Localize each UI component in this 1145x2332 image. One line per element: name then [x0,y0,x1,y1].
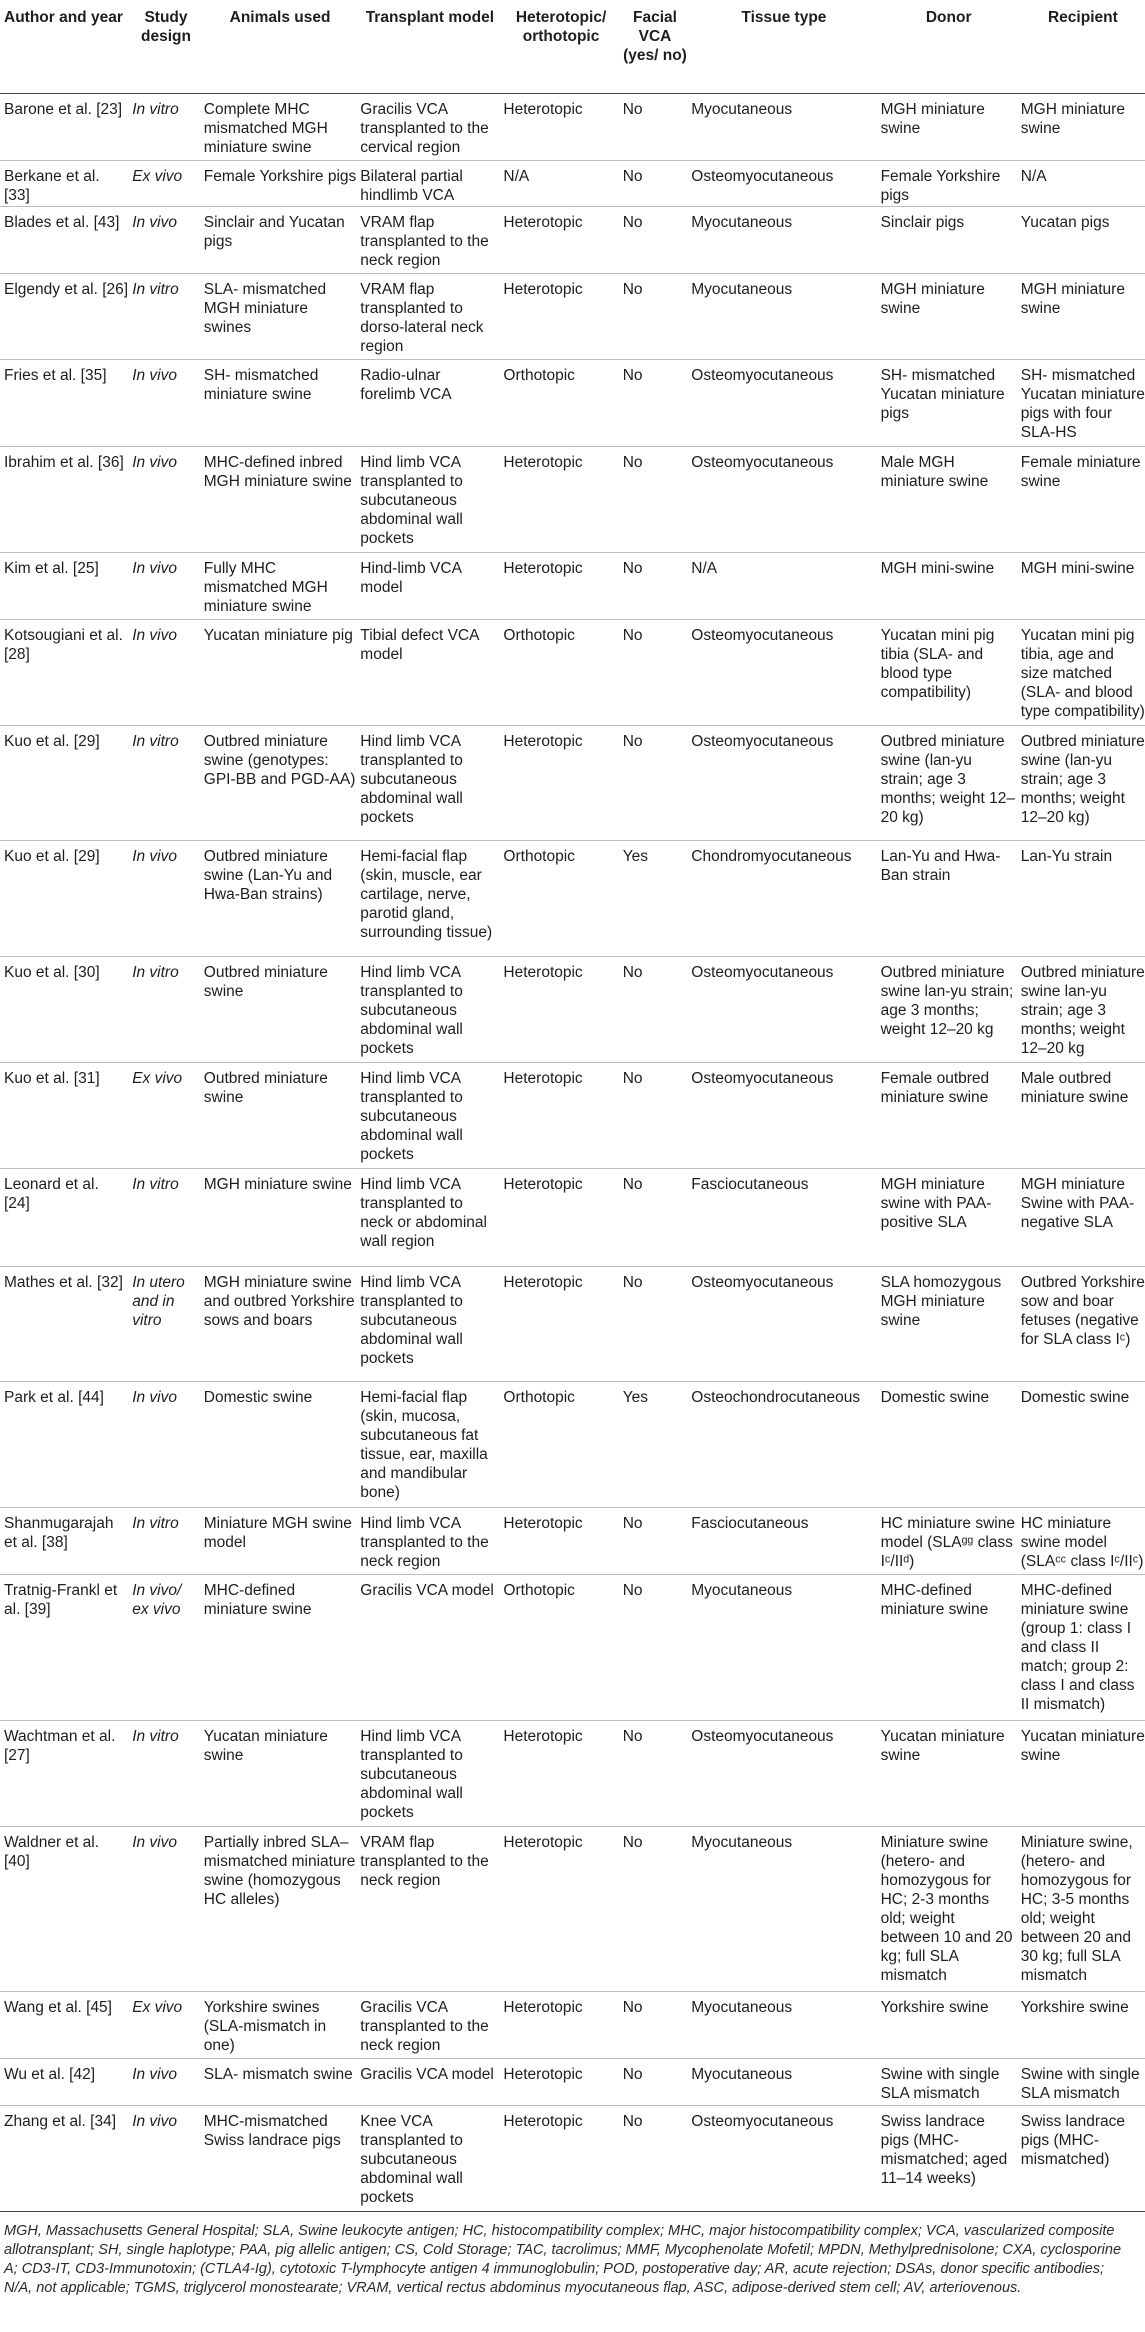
cell-topic: Heterotopic [503,963,583,981]
cell-recipient: Yucatan miniature swine [1020,1727,1145,1764]
col-header-design: Study design [128,0,200,94]
cell-facial: No [622,101,643,118]
table-row [0,1826,1145,1991]
table-row [0,207,1145,274]
col-header-tissue: Tissue type [687,0,876,94]
table-row [0,1992,1145,2059]
cell-recipient: Swiss landrace pigs (MHC-mismatched) [1020,2112,1125,2168]
cell-donor: Male MGH miniature swine [880,453,989,490]
cell-donor: Sinclair pigs [880,214,965,232]
cell-recipient: Yucatan pigs [1020,214,1110,232]
cell-topic: Heterotopic [503,1515,583,1533]
cell-donor: Female outbred miniature swine [880,1069,990,1106]
table-body [0,94,1145,2212]
cell-tissue: Myocutaneous [691,1999,793,2017]
cell-facial: No [622,1581,643,1599]
cell-recipient: Lan-Yu strain [1020,848,1113,866]
cell-facial: No [622,453,643,471]
cell-author: Kim et al. [25] [4,559,99,577]
cell-recipient: Yorkshire swine [1020,1999,1129,2017]
cell-animals: MGH miniature swine and outbred Yorkshire sows and boars [203,1273,355,1329]
cell-animals: Yucatan miniature pig [203,626,353,644]
cell-recipient: Domestic swine [1020,1389,1130,1407]
cell-author: Wu et al. [42] [4,2065,96,2083]
cell-design: In vitro [132,281,179,299]
cell-animals: SLA- mismatch swine [203,2065,353,2083]
cell-design: Ex vivo [132,1999,183,2017]
cell-author: Kuo et al. [29] [4,732,100,750]
cell-model: VRAM flap transplanted to dorso-lateral neck region [360,281,484,356]
cell-model: Hind limb VCA transplanted to subcutaneous abdominal wall pockets [360,732,463,826]
cell-topic: Heterotopic [503,1999,583,2017]
cell-facial: No [622,626,643,644]
table-row [0,1720,1145,1826]
cell-donor: SH- mismatched Yucatan miniature pigs [880,367,1005,423]
cell-design: In vitro [132,963,179,981]
cell-author: Ibrahim et al. [36] [4,453,124,471]
table-row [0,1574,1145,1720]
cell-animals: Complete MHC mismatched MGH miniature swine [203,101,328,156]
cell-author: Wang et al. [45] [4,1999,112,2017]
cell-recipient: MGH miniature swine [1020,101,1125,137]
cell-facial: No [622,1727,643,1745]
cell-topic: Orthotopic [503,626,575,644]
cell-recipient: MGH mini-swine [1020,559,1135,577]
cell-tissue: Osteomyocutaneous [691,167,834,185]
cell-animals: Outbred miniature swine [203,963,328,1000]
cell-facial: No [622,214,643,232]
cell-animals: Fully MHC mismatched MGH miniature swine [203,559,328,615]
cell-tissue: Myocutaneous [691,1833,793,1851]
cell-topic: Heterotopic [503,1069,583,1087]
cell-author: Zhang et al. [34] [4,2112,117,2130]
cell-topic: Heterotopic [503,1176,583,1194]
cell-topic: Heterotopic [503,101,583,118]
cell-animals: Female Yorkshire pigs [203,167,357,185]
cell-animals: MHC-mismatched Swiss landrace pigs [203,2112,341,2149]
cell-author: Blades et al. [43] [4,214,120,232]
table-row [0,841,1145,957]
cell-tissue: Fasciocutaneous [691,1176,809,1194]
table-row [0,2105,1145,2211]
cell-design: In vitro [132,101,179,118]
cell-animals: Yorkshire swines (SLA-mismatch in one) [203,1999,327,2055]
cell-recipient: N/A [1020,167,1047,185]
cell-model: Hind limb VCA transplanted to subcutaneous abdominal wall pockets [360,1069,463,1163]
table-row [0,725,1145,841]
cell-author: Fries et al. [35] [4,367,107,385]
cell-topic: Orthotopic [503,1389,575,1407]
cell-facial: No [622,367,643,385]
cell-model: Bilateral partial hindlimb VCA [360,167,463,204]
cell-author: Leonard et al. [24] [4,1176,99,1213]
table-row [0,552,1145,619]
cell-donor: MGH miniature swine [880,101,985,137]
cell-model: Hind limb VCA transplanted to subcutaneous abdominal wall pockets [360,453,463,547]
cell-facial: No [622,167,643,185]
cell-recipient: Swine with single SLA mismatch [1020,2065,1140,2102]
cell-tissue: Osteomyocutaneous [691,626,834,644]
cell-donor: MGH mini-swine [880,559,995,577]
cell-model: Gracilis VCA model [360,1581,494,1599]
cell-animals: MHC-defined inbred MGH miniature swine [203,453,352,490]
cell-author: Kotsougiani et al. [28] [4,626,123,663]
cell-facial: No [622,1273,643,1291]
cell-donor: Yorkshire swine [880,1999,989,2017]
cell-tissue: Osteomyocutaneous [691,2112,834,2130]
cell-recipient: HC miniature swine model (SLAᶜᶜ class Iᶜ/IIᶜ) [1020,1515,1144,1571]
col-header-recipient: Recipient [1017,0,1145,94]
cell-topic: Orthotopic [503,848,575,866]
cell-topic: Heterotopic [503,2065,583,2083]
cell-author: Kuo et al. [30] [4,963,100,981]
cell-tissue: Osteochondrocutaneous [691,1389,861,1407]
cell-design: In vivo [132,214,178,232]
cell-facial: No [622,2112,643,2130]
cell-donor: Outbred miniature swine lan-yu strain; age 3 months; weight 12–20 kg [880,963,1014,1038]
table-header-row [0,0,1145,94]
cell-facial: No [622,1176,643,1194]
cell-animals: Partially inbred SLA–mismatched miniature swine (homozygous HC alleles) [203,1833,356,1908]
cell-model: Hind-limb VCA model [360,559,462,596]
cell-facial: No [622,1515,643,1533]
table-row [0,160,1145,207]
cell-model: Hind limb VCA transplanted to subcutaneous abdominal wall pockets [360,963,463,1057]
cell-recipient: SH- mismatched Yucatan miniature pigs with four SLA-HS [1020,367,1145,442]
cell-tissue: Myocutaneous [691,214,793,232]
cell-topic: Heterotopic [503,2112,583,2130]
table-row [0,446,1145,552]
cell-animals: Outbred miniature swine (genotypes: GPI-BB and PGD-AA) [203,732,356,788]
cell-design: In vivo [132,848,178,866]
table-row [0,94,1145,161]
table-row [0,360,1145,446]
cell-author: Waldner et al. [40] [4,1833,100,1870]
cell-facial: Yes [622,1389,648,1407]
table-row [0,274,1145,360]
table-row [0,1062,1145,1168]
cell-topic: Heterotopic [503,1727,583,1745]
cell-design: In utero and in vitro [132,1273,185,1329]
cell-topic: Orthotopic [503,1581,575,1599]
cell-model: Gracilis VCA transplanted to the neck region [360,1999,489,2055]
cell-donor: MGH miniature swine with PAA-positive SLA [880,1176,992,1232]
cell-tissue: Osteomyocutaneous [691,1069,834,1087]
cell-topic: Heterotopic [503,559,583,577]
cell-facial: No [622,1069,643,1087]
cell-model: Hind limb VCA transplanted to neck or abdominal wall region [360,1176,487,1251]
col-header-topic: Heterotopic/ orthotopic [499,0,618,94]
cell-tissue: Osteomyocutaneous [691,453,834,471]
cell-recipient: MHC-defined miniature swine (group 1: class I and class II match; group 2: class I and class II mismatch) [1020,1581,1135,1713]
cell-animals: MGH miniature swine [203,1176,352,1194]
cell-model: Radio-ulnar forelimb VCA [360,367,452,404]
cell-design: In vivo [132,626,178,644]
cell-facial: No [622,559,643,577]
cell-animals: Outbred miniature swine (Lan-Yu and Hwa-Ban strains) [203,848,333,904]
cell-recipient: Outbred miniature swine (lan-yu strain; age 3 months; weight 12–20 kg) [1020,732,1145,826]
cell-topic: Orthotopic [503,367,575,385]
cell-recipient: Outbred miniature swine lan-yu strain; age 3 months; weight 12–20 kg [1020,963,1145,1057]
cell-author: Kuo et al. [29] [4,848,100,866]
cell-author: Barone et al. [23] [4,101,123,118]
cell-facial: No [622,2065,643,2083]
cell-model: Tibial defect VCA model [360,626,479,663]
col-header-facial: Facial VCA (yes/ no) [619,0,688,94]
cell-author: Wachtman et al. [27] [4,1727,116,1764]
cell-design: In vivo [132,2065,178,2083]
cell-design: In vivo [132,1389,178,1407]
cell-model: Hind limb VCA transplanted to the neck region [360,1515,489,1571]
col-header-author: Author and year [0,0,128,94]
cell-author: Kuo et al. [31] [4,1069,100,1087]
cell-recipient: MGH miniature Swine with PAA-negative SLA [1020,1176,1135,1232]
cell-author: Elgendy et al. [26] [4,281,129,299]
cell-tissue: Fasciocutaneous [691,1515,809,1533]
cell-tissue: Osteomyocutaneous [691,367,834,385]
cell-design: In vivo [132,453,178,471]
cell-tissue: Myocutaneous [691,2065,793,2083]
cell-facial: No [622,1833,643,1851]
cell-donor: MHC-defined miniature swine [880,1581,989,1618]
cell-tissue: Chondromyocutaneous [691,848,852,866]
cell-recipient: Male outbred miniature swine [1020,1069,1129,1106]
cell-topic: Heterotopic [503,214,583,232]
cell-tissue: Myocutaneous [691,1581,793,1599]
table-row [0,1382,1145,1508]
cell-design: Ex vivo [132,167,183,185]
cell-recipient: MGH miniature swine [1020,281,1125,318]
cell-recipient: Outbred Yorkshire sow and boar fetuses (negative for SLA class Iᶜ) [1020,1273,1145,1348]
cell-donor: Swine with single SLA mismatch [880,2065,1000,2102]
cell-topic: Heterotopic [503,1833,583,1851]
cell-donor: MGH miniature swine [880,281,985,318]
cell-design: In vivo [132,1833,178,1851]
cell-animals: Outbred miniature swine [203,1069,328,1106]
cell-design: Ex vivo [132,1069,183,1087]
cell-author: Berkane et al. [33] [4,167,100,204]
cell-design: In vitro [132,1515,179,1533]
cell-animals: Domestic swine [203,1389,313,1407]
table-row [0,619,1145,725]
cell-model: VRAM flap transplanted to the neck region [360,214,489,270]
cell-animals: SLA- mismatched MGH miniature swines [203,281,327,337]
cell-tissue: Osteomyocutaneous [691,1727,834,1745]
cell-topic: Heterotopic [503,453,583,471]
cell-design: In vivo/ ex vivo [132,1581,182,1618]
cell-recipient: Female miniature swine [1020,453,1141,490]
cell-donor: Female Yorkshire pigs [880,167,1001,204]
cell-design: In vivo [132,2112,178,2130]
cell-model: Knee VCA transplanted to subcutaneous abdominal wall pockets [360,2112,463,2206]
table-row [0,1508,1145,1575]
cell-author: Park et al. [44] [4,1389,104,1407]
table-row [0,1266,1145,1382]
cell-design: In vivo [132,367,178,385]
cell-recipient: Miniature swine, (hetero- and homozygous for HC; 3-5 months old; weight between 20 and 30 kg; full SLA mismatch [1020,1833,1133,1984]
cell-animals: SH- mismatched miniature swine [203,367,319,404]
cell-model: Hind limb VCA transplanted to subcutaneous abdominal wall pockets [360,1273,463,1367]
cell-tissue: Osteomyocutaneous [691,963,834,981]
table-row [0,1169,1145,1267]
table-row [0,956,1145,1062]
cell-donor: Miniature swine (hetero- and homozygous for HC; 2-3 months old; weight between 10 and 20 kg; full SLA mismatch [880,1833,1013,1984]
cell-model: Gracilis VCA model [360,2065,494,2083]
cell-donor: Outbred miniature swine (lan-yu strain; age 3 months; weight 12–20 kg) [880,732,1016,826]
cell-model: Hemi-facial flap (skin, muscle, ear cartilage, nerve, parotid gland, surrounding tissue) [360,848,493,942]
cell-facial: Yes [622,848,648,866]
cell-topic: Heterotopic [503,1273,583,1291]
cell-donor: Domestic swine [880,1389,990,1407]
cell-model: Hemi-facial flap (skin, mucosa, subcutaneous fat tissue, ear, maxilla and mandibular bone) [360,1389,488,1502]
cell-donor: SLA homozygous MGH miniature swine [880,1273,1002,1329]
cell-facial: No [622,963,643,981]
cell-donor: Yucatan miniature swine [880,1727,1005,1764]
cell-facial: No [622,1999,643,2017]
cell-author: Tratnig-Frankl et al. [39] [4,1581,118,1618]
cell-design: In vitro [132,1727,179,1745]
cell-topic: N/A [503,167,530,185]
cell-recipient: Yucatan mini pig tibia, age and size matched (SLA- and blood type compatibility) [1020,626,1145,720]
cell-design: In vivo [132,559,178,577]
cell-tissue: Osteomyocutaneous [691,732,834,750]
table-row [0,2058,1145,2105]
cell-facial: No [622,281,643,299]
cell-animals: Yucatan miniature swine [203,1727,328,1764]
cell-tissue: Myocutaneous [691,281,793,299]
cell-animals: Miniature MGH swine model [203,1515,352,1552]
cell-donor: HC miniature swine model (SLAᵍᵍ class Iᶜ/IIᵈ) [880,1515,1015,1571]
col-header-donor: Donor [877,0,1017,94]
cell-donor: Swiss landrace pigs (MHC-mismatched; aged 11–14 weeks) [880,2112,1008,2187]
cell-animals: MHC-defined miniature swine [203,1581,312,1618]
cell-design: In vitro [132,1176,179,1194]
cell-author: Mathes et al. [32] [4,1273,123,1291]
col-header-animals: Animals used [200,0,357,94]
cell-tissue: Osteomyocutaneous [691,1273,834,1291]
cell-model: VRAM flap transplanted to the neck region [360,1833,489,1889]
cell-donor: Yucatan mini pig tibia (SLA- and blood type compatibility) [880,626,995,701]
cell-tissue: N/A [691,559,718,577]
cell-animals: Sinclair and Yucatan pigs [203,214,345,251]
cell-facial: No [622,732,643,750]
cell-tissue: Myocutaneous [691,101,793,118]
table-footnote: MGH, Massachusetts General Hospital; SLA, Swine leukocyte antigen; HC, histocompatibility complex; MHC, major histocompatibility complex; VCA, vascularized composite allotransplant; SH, single haplotype; PAA, pig allelic antigen; CS, Cold Storage; TAC, tacrolimus; MMF, Mycophenolate Mofetil; MPDN, Methylprednisolone; CXA, cyclosporine A; CD3-IT, CD3-Immunotoxin; (CTLA4-Ig), cytotoxic T-lymphocyte antigen 4 immunoglobulin; POD, postoperative day; AR, acute rejection; DSAs, donor specific antibodies; N/A, not applicable; TGMS, triglycerol monostearate; VRAM, vertical rectus abdominus myocutaneous flap, ASC, adipose-derived stem cell; AV, arteriovenous. [4,2223,1122,2296]
cell-model: Hind limb VCA transplanted to subcutaneous abdominal wall pockets [360,1727,463,1821]
cell-topic: Heterotopic [503,281,583,299]
col-header-model: Transplant model [356,0,499,94]
cell-donor: Lan-Yu and Hwa-Ban strain [880,848,1001,885]
cell-author: Shanmugarajah et al. [38] [4,1515,114,1552]
cell-model: Gracilis VCA transplanted to the cervical region [360,101,489,156]
cell-design: In vitro [132,732,179,750]
cell-topic: Heterotopic [503,732,583,750]
